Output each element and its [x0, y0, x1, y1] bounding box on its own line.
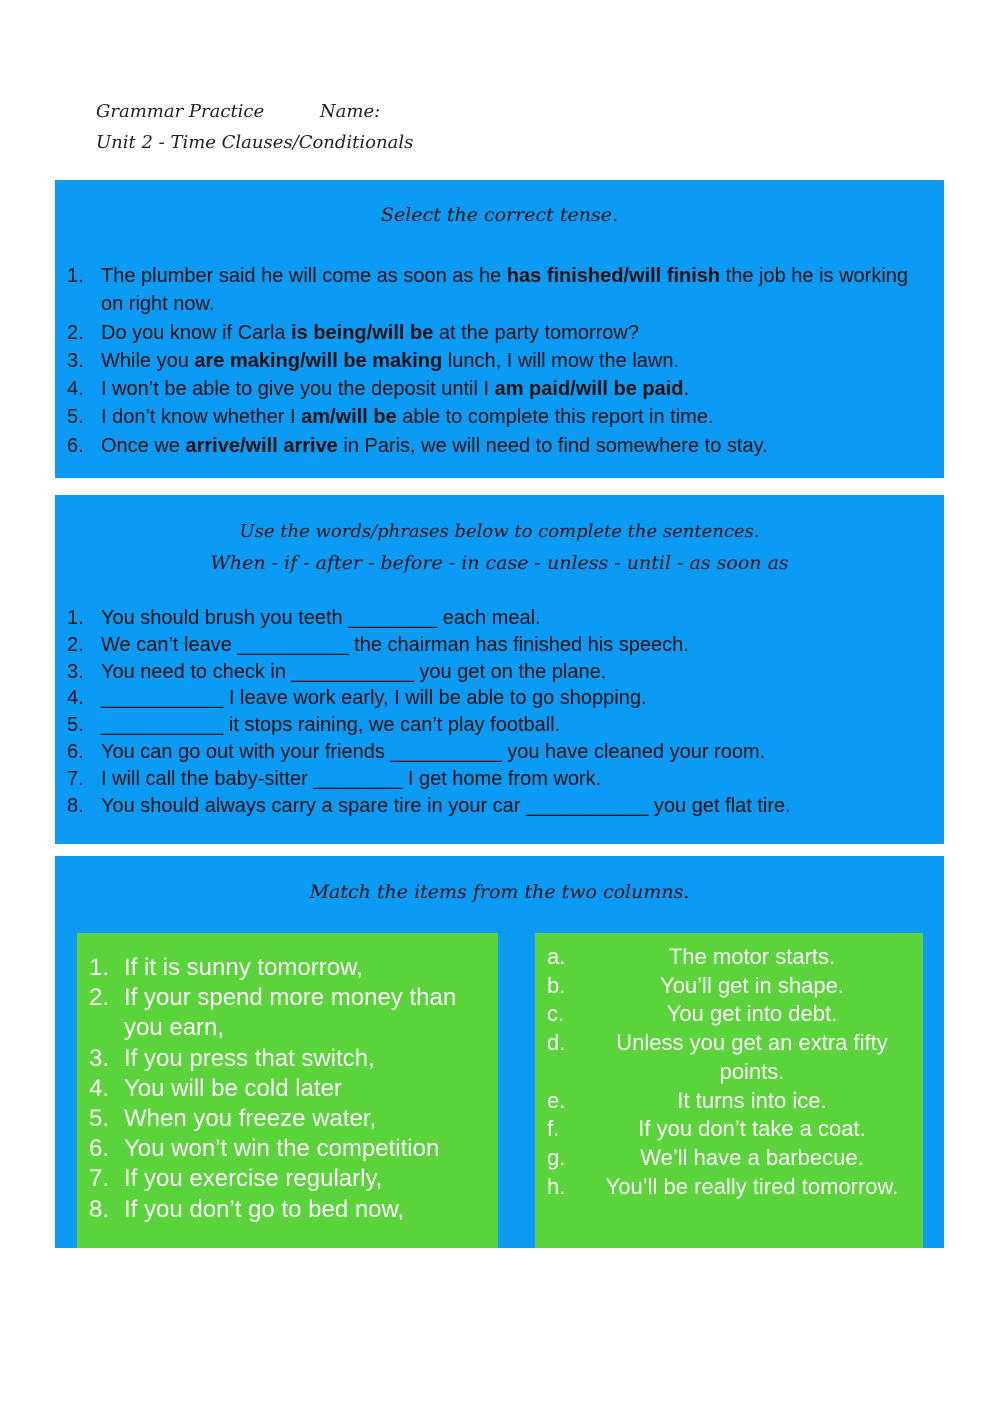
worksheet-header: [96, 96, 413, 158]
sentence-item[interactable]: [67, 766, 924, 793]
item-text: The motor starts.: [668, 944, 836, 969]
question-number: 2.: [67, 321, 84, 344]
section-select-tense: [55, 180, 944, 478]
sentence-item[interactable]: [67, 793, 924, 820]
item-text: You get into debt.: [666, 1001, 838, 1027]
question-item: [67, 375, 924, 403]
item-number: 3.: [89, 1044, 110, 1072]
sentence-number: 8.: [67, 794, 84, 817]
question-text: at the party tomorrow?: [433, 321, 639, 344]
match-item-right[interactable]: [547, 1115, 917, 1144]
sentence-number: 3.: [67, 660, 84, 683]
question-item: [67, 347, 924, 375]
question-text: Once we: [101, 434, 186, 457]
question-item: [67, 262, 924, 319]
item-text: You will be cold later: [124, 1074, 342, 1102]
match-item-left[interactable]: [89, 983, 494, 1043]
question-text: in Paris, we will need to find somewhere to stay.: [337, 434, 768, 457]
match-item-right[interactable]: [547, 1087, 917, 1116]
tense-options[interactable]: am/will be: [301, 406, 397, 429]
item-letter: a.: [547, 944, 566, 969]
sentence-item[interactable]: [67, 712, 924, 739]
item-letter: g.: [547, 1144, 566, 1170]
match-item-left[interactable]: [89, 1104, 494, 1134]
item-text: If you don’t take a coat.: [638, 1116, 866, 1142]
item-text: It turns into ice.: [677, 1087, 827, 1113]
match-item-left[interactable]: [89, 1134, 494, 1164]
question-text: the job he is working on right now.: [101, 265, 909, 316]
sentence-text: ___________ it stops raining, we can’t play football.: [101, 714, 561, 737]
tense-options[interactable]: am paid/will be paid: [494, 378, 684, 401]
match-item-left[interactable]: [89, 1164, 494, 1194]
sentence-item[interactable]: [67, 739, 924, 766]
match-item-right[interactable]: [547, 972, 917, 1001]
item-letter: e.: [547, 1087, 566, 1113]
unit-subtitle: Unit 2 - Time Clauses/Conditionals: [96, 132, 414, 153]
section-title: Match the items from the two columns.: [309, 881, 690, 903]
sentence-text: We can’t leave __________ the chairman has finished his speech.: [101, 633, 689, 656]
section-match-columns: [55, 856, 944, 1248]
tense-options[interactable]: are making/will be making: [194, 349, 443, 372]
header-row: [96, 96, 413, 127]
item-number: 2.: [89, 984, 110, 1012]
question-text: I don’t know whether I: [101, 406, 302, 429]
item-letter: d.: [547, 1030, 566, 1056]
tense-options[interactable]: is being/will be: [291, 321, 434, 344]
sentence-number: 1.: [67, 607, 84, 629]
question-text: The plumber said he will come as soon as he: [101, 265, 507, 287]
tense-question-list: [67, 262, 924, 460]
condition-list: [89, 953, 494, 1225]
question-number: 6.: [67, 434, 84, 457]
tense-options[interactable]: has finished/will finish: [506, 265, 721, 287]
match-item-left[interactable]: [89, 1044, 494, 1074]
sentence-item[interactable]: [67, 605, 924, 632]
question-text: I won’t be able to give you the deposit until I: [101, 378, 495, 401]
question-text: Do you know if Carla: [101, 321, 292, 344]
sentence-number: 6.: [67, 740, 84, 763]
item-letter: h.: [547, 1173, 566, 1199]
question-item: [67, 432, 924, 460]
fill-blank-list: [67, 605, 924, 819]
question-text: While you: [101, 349, 195, 372]
match-item-left[interactable]: [89, 1074, 494, 1104]
worksheet-title: Grammar Practice: [96, 101, 265, 122]
item-text: You’ll be really tired tomorrow.: [605, 1173, 899, 1199]
question-number: 5.: [67, 406, 84, 429]
tense-options[interactable]: arrive/will arrive: [185, 434, 338, 457]
item-number: 1.: [89, 954, 110, 981]
item-text: If you don’t go to bed now,: [124, 1195, 405, 1223]
match-item-right[interactable]: [547, 1000, 917, 1029]
sentence-number: 7.: [67, 767, 84, 790]
item-text: Unless you get an extra fifty points.: [616, 1030, 888, 1084]
item-letter: c.: [547, 1001, 565, 1027]
sentence-number: 4.: [67, 687, 84, 710]
sentence-item[interactable]: [67, 659, 924, 686]
match-item-left[interactable]: [89, 953, 494, 983]
item-number: 8.: [89, 1195, 110, 1223]
question-number: 1.: [67, 265, 84, 287]
section-title: Use the words/phrases below to complete the sentences.: [239, 521, 760, 542]
item-text: If your spend more money than you earn,: [124, 984, 457, 1042]
item-text: When you freeze water,: [124, 1105, 377, 1133]
question-text: lunch, I will mow the lawn.: [442, 349, 680, 372]
match-item-left[interactable]: [89, 1195, 494, 1225]
match-item-right[interactable]: [547, 943, 917, 972]
sentence-item[interactable]: [67, 685, 924, 712]
item-text: If you exercise regularly,: [124, 1165, 383, 1193]
question-text: able to complete this report in time.: [396, 406, 714, 429]
item-text: If you press that switch,: [124, 1044, 375, 1072]
item-text: We’ll have a barbecue.: [640, 1144, 864, 1170]
question-text: .: [683, 378, 690, 401]
left-column: [77, 933, 498, 1248]
item-number: 5.: [89, 1105, 110, 1133]
right-column: [535, 933, 923, 1248]
sentence-text: You should brush you teeth ________ each meal.: [101, 607, 541, 629]
item-number: 4.: [89, 1074, 110, 1102]
match-item-right[interactable]: [547, 1173, 917, 1202]
item-text: You won’t win the competition: [124, 1135, 440, 1163]
sentence-text: You need to check in ___________ you get on the plane.: [101, 660, 607, 683]
section-complete-sentences: [55, 495, 944, 844]
sentence-text: You can go out with your friends __________ you have cleaned your room.: [101, 740, 766, 763]
item-text: You’ll get in shape.: [660, 972, 844, 998]
section-title: Select the correct tense.: [380, 204, 618, 226]
sentence-item[interactable]: [67, 632, 924, 659]
item-letter: b.: [547, 972, 566, 998]
item-text: If it is sunny tomorrow,: [124, 954, 363, 981]
name-label: Name:: [319, 101, 381, 122]
sentence-text: I will call the baby-sitter ________ I get home from work.: [101, 767, 602, 790]
item-number: 7.: [89, 1165, 110, 1193]
question-number: 3.: [67, 349, 84, 372]
question-number: 4.: [67, 378, 84, 401]
item-number: 6.: [89, 1135, 110, 1163]
word-bank: When - if - after - before - in case - unless - until - as soon as: [210, 552, 789, 574]
question-item: [67, 403, 924, 431]
question-item: [67, 319, 924, 347]
sentence-text: ___________ I leave work early, I will be able to go shopping.: [101, 687, 647, 710]
result-list: [547, 943, 917, 1201]
sentence-text: You should always carry a spare tire in your car ___________ you get flat tire.: [101, 794, 791, 817]
sentence-number: 5.: [67, 714, 84, 737]
match-item-right[interactable]: [547, 1029, 917, 1086]
sentence-number: 2.: [67, 633, 84, 656]
match-item-right[interactable]: [547, 1144, 917, 1173]
item-letter: f.: [547, 1116, 560, 1142]
